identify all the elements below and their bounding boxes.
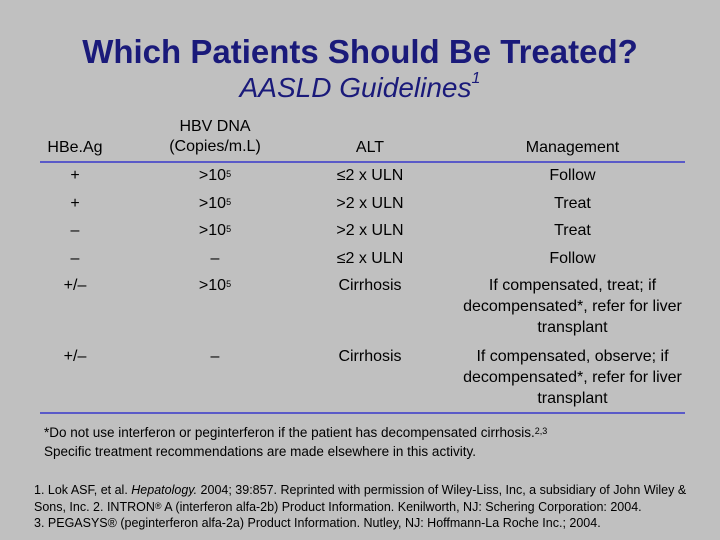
cell-hbv-dna bbox=[155, 165, 275, 186]
cell-hbeag: – bbox=[70, 250, 80, 267]
cell-alt: >2 x ULN bbox=[336, 222, 404, 239]
dna-exponent: 5 bbox=[226, 197, 232, 207]
cell-hbv-dna bbox=[155, 248, 275, 269]
dna-value: – bbox=[210, 250, 220, 267]
dna-exponent: 5 bbox=[226, 279, 232, 289]
header-hbeag: HBe.Ag bbox=[47, 139, 103, 156]
cell-alt: Cirrhosis bbox=[338, 348, 402, 365]
footnote bbox=[44, 423, 694, 461]
footnote-line-1: *Do not use interferon or peginterferon if the patient has decompensated cirrhosis. bbox=[44, 425, 535, 440]
cell-hbeag: +/– bbox=[63, 277, 87, 294]
dna-exponent: 5 bbox=[226, 169, 232, 179]
cell-hbeag: + bbox=[70, 167, 80, 184]
cell-hbv-dna bbox=[155, 193, 275, 214]
cell-hbv-dna bbox=[155, 220, 275, 241]
header-rule bbox=[40, 161, 685, 163]
cell-hbv-dna bbox=[155, 346, 275, 367]
subtitle-text: AASLD Guidelines bbox=[239, 72, 472, 103]
cell-hbeag: – bbox=[70, 222, 80, 239]
cell-management: Treat bbox=[554, 222, 591, 239]
header-alt: ALT bbox=[355, 139, 385, 156]
reference-3: 3. PEGASYS® (peginterferon alfa-2a) Product Information. Nutley, NJ: Hoffmann-La Roche Inc.; 2004. bbox=[34, 516, 601, 530]
cell-alt: ≤2 x ULN bbox=[336, 167, 404, 184]
reference-1-journal: Hepatology. bbox=[131, 483, 198, 497]
table-bottom-rule bbox=[40, 412, 685, 414]
cell-hbeag: + bbox=[70, 195, 80, 212]
cell-hbv-dna bbox=[155, 275, 275, 296]
cell-alt: ≤2 x ULN bbox=[336, 250, 404, 267]
reference-1-start: 1. Lok ASF, et al. bbox=[34, 483, 132, 497]
header-management: Management bbox=[525, 139, 620, 156]
header-hbv-dna: HBV DNA (Copies/m.L) bbox=[169, 118, 261, 155]
reference-2-body: A (interferon alfa-2b) Product Information. Kenilworth, NJ: Schering Corporation: 2004. bbox=[161, 499, 642, 514]
dna-value: – bbox=[210, 348, 220, 365]
references bbox=[34, 482, 694, 532]
cell-hbeag: +/– bbox=[63, 348, 87, 365]
slide-title: Which Patients Should Be Treated? bbox=[82, 33, 638, 70]
cell-management: If compensated, observe; if decompensated*, refer for liver transplant bbox=[463, 348, 682, 407]
dna-value: >10 bbox=[198, 167, 227, 184]
reference-1-body: 2004; 39:857. Reprinted with permission of Wiley-Liss, Inc, a subsidiary of John Wiley & Sons, Inc. 2. INTRON bbox=[34, 483, 687, 514]
cell-management: Follow bbox=[549, 167, 596, 184]
cell-management: If compensated, treat; if decompensated*, refer for liver transplant bbox=[463, 277, 682, 336]
dna-value: >10 bbox=[198, 222, 227, 239]
subtitle-ref: 1 bbox=[471, 70, 481, 87]
cell-management: Follow bbox=[549, 250, 596, 267]
dna-exponent: 5 bbox=[226, 224, 232, 234]
footnote-ref: 2,3 bbox=[534, 426, 548, 436]
cell-alt: >2 x ULN bbox=[336, 195, 404, 212]
cell-management: Treat bbox=[554, 195, 591, 212]
footnote-line-2: Specific treatment recommendations are made elsewhere in this activity. bbox=[44, 444, 476, 459]
cell-alt: Cirrhosis bbox=[338, 277, 402, 294]
slide-subtitle bbox=[0, 72, 720, 104]
dna-value: >10 bbox=[198, 277, 227, 294]
dna-value: >10 bbox=[198, 195, 227, 212]
registered-mark: ® bbox=[154, 500, 162, 511]
